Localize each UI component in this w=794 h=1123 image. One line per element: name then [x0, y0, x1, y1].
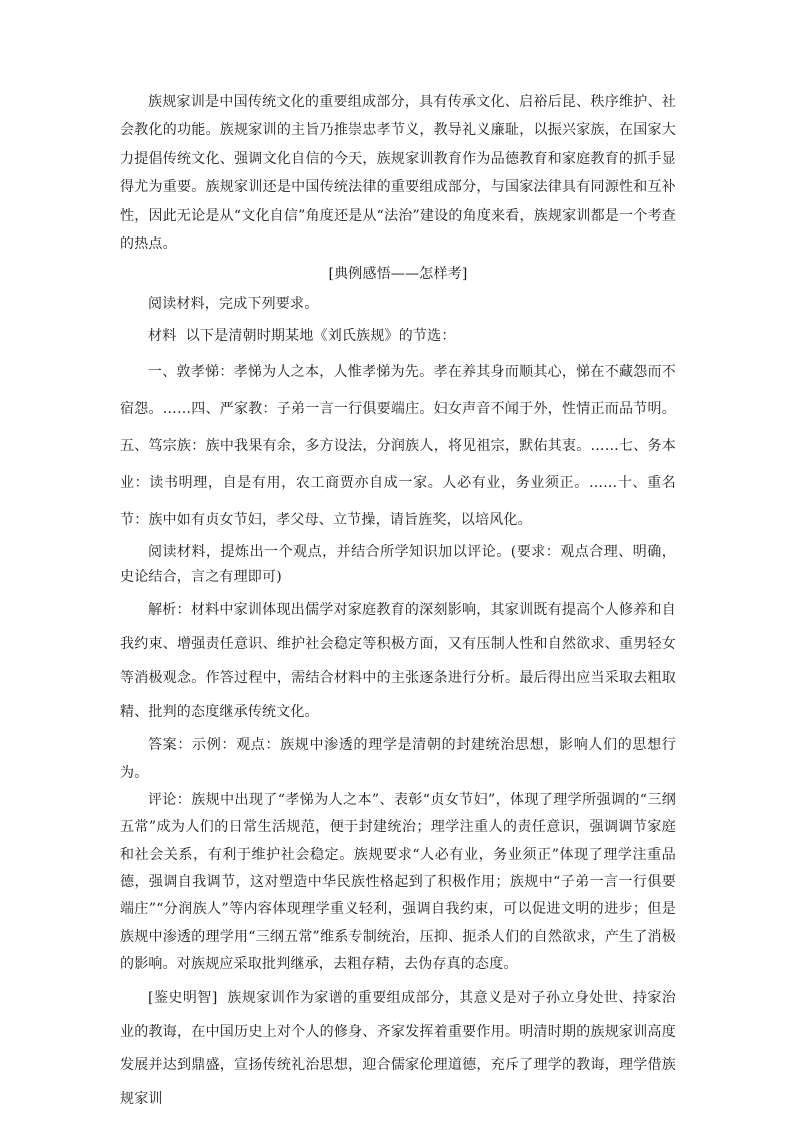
- jianshi-paragraph: [120, 982, 676, 1116]
- jianshi-text: 族规家训作为家谱的重要组成部分，其意义是对子孙立身处世、持家治业的教诲，在中国历史上对个人的修身、齐家发挥着重要作用。明清时期的族规家训高度发展并达到鼎盛，宣扬传统礼治思想，迎合儒家伦理道德，充斥了理学的教诲，理学借族规家训: [120, 990, 677, 1107]
- material-label: 材料: [148, 328, 177, 345]
- analysis-label: 解析：: [148, 602, 191, 619]
- material-intro-text: 以下是清朝时期某地《刘氏族规》的节选：: [185, 328, 456, 345]
- jianshi-label: [鉴史明智]: [148, 990, 218, 1007]
- answer-label: 答案：: [148, 737, 193, 754]
- requirement-paragraph: 阅读材料，提炼出一个观点，并结合所学知识加以评论。(要求：观点合理、明确，史论结合，言之有理即可): [120, 544, 676, 586]
- comment-label: 评论：: [148, 792, 192, 809]
- material-intro: [120, 321, 676, 351]
- comment-text: 族规中出现了“孝悌为人之本”、表彰“贞女节妇”，体现了理学所强调的“三纲五常”成为人们的日常生活规范，便于封建统治；理学注重人的责任意识，强调调节家庭和社会关系，有利于维护社会稳定。族规要求“人必有业，务业须正”体现了理学注重品德，强调自我调节，这对塑造中华民族性格起到了积极作用；族规中“子弟一言一行俱要端庄”“分润族人”等内容体现理学重义轻利，强调自我约束，可以促进文明的进步；但是族规中渗透的理学用“三纲五常”维系专制统治，压抑、扼杀人们的自然欲求，产生了消极的影响。对族规应采取批判继承，去粗存精，去伪存真的态度。: [120, 792, 676, 972]
- document-page: [120, 88, 676, 1116]
- comment-paragraph: [120, 787, 676, 978]
- material-excerpt: 一、敦孝悌：孝悌为人之本，人惟孝悌为先。孝在养其身而顺其心，悌在不藏怨而不宿怨。……四、严家教：子弟一言一行俱要端庄。妇女声音不闻于外，性情正而品节明。五、笃宗族：族中我果有余，多方设法，分润族人，将见祖宗，默佑其衷。……七、务本业：读书明理，自是有用，农工商贾亦自成一家。人必有业，务业须正。……十、重名节：族中如有贞女节妇，孝父母、立节操，请旨旌奖，以培风化。: [120, 364, 676, 528]
- intro-paragraph: 族规家训是中国传统文化的重要组成部分，具有传承文化、启裕后昆、秩序维护、社会教化的功能。族规家训的主旨乃推崇忠孝节义，教导礼义廉耻，以振兴家族，在国家大力提倡传统文化、强调文化自信的今天，族规家训教育作为品德教育和家庭教育的抓手显得尤为重要。族规家训还是中国传统法律的重要组成部分，与国家法律具有同源性和互补性，因此无论是从“文化自信”角度还是从“法治”建设的角度来看，族规家训都是一个考查的热点。: [120, 94, 676, 253]
- analysis-paragraph: [120, 593, 676, 729]
- question-prompt: 阅读材料，完成下列要求。: [148, 296, 319, 313]
- analysis-text: 材料中家训体现出儒学对家庭教育的深刻影响，其家训既有提高个人修养和自我约束、增强责任意识、维护社会稳定等积极方面，又有压制人性和自然欲求、重男轻女等消极观念。作答过程中，需结合材料中的主张逐条进行分析。最后得出应当采取去粗取精、批判的态度继承传统文化。: [120, 602, 676, 721]
- answer-text: 示例：观点：族规中渗透的理学是清朝的封建统治思想，影响人们的思想行为。: [120, 737, 676, 781]
- section-title: [典例感悟——怎样考]: [328, 266, 468, 283]
- answer-paragraph: [120, 732, 676, 787]
